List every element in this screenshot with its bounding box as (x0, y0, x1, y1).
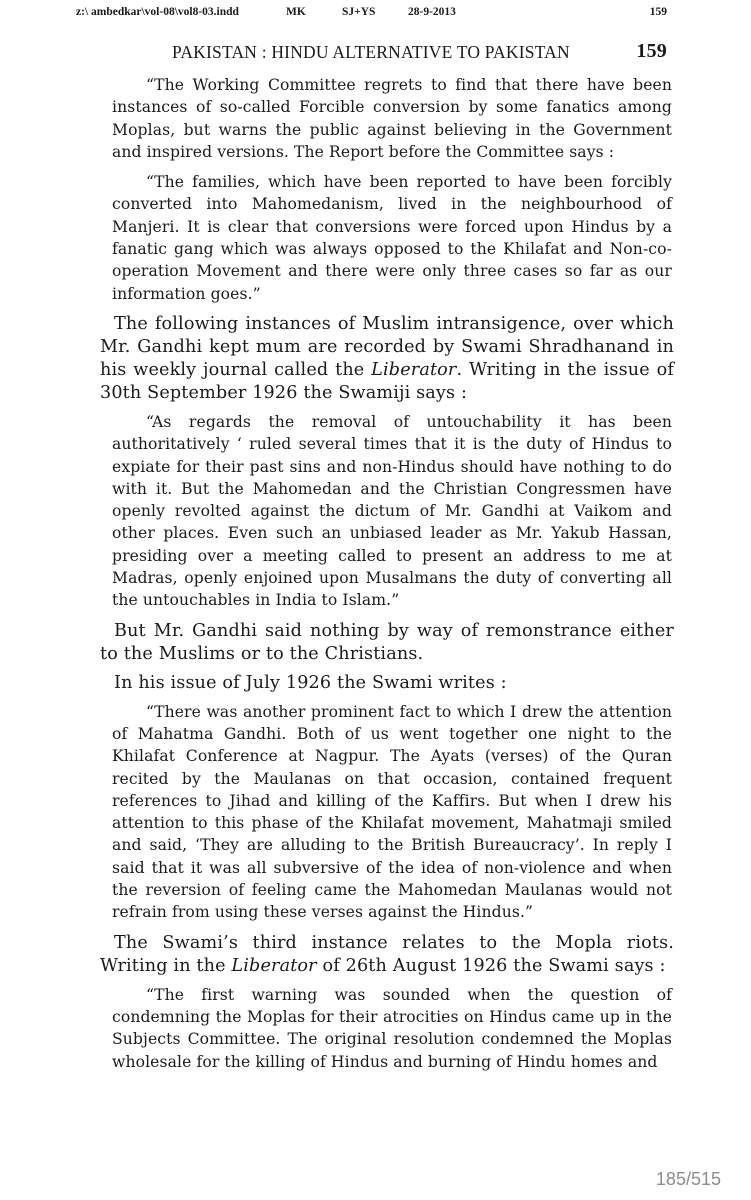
slug-editors: SJ+YS (342, 6, 376, 18)
italic-title: Liberator (231, 955, 317, 976)
block-quote-nagpur: “There was another prominent fact to which I drew the attention of Mahatma Gandhi. Both of us went together one night to the Khilafat Conference at Nagpur. The Ayats (verses) of the Quran recited by the Maulanas on that occasion, contained frequent references to Jihad and killing of the Kaffirs. But when I drew his attention to this phase of the Khilafat movement, Mahatmaji smiled and said, ‘They are alluding to the British Bureaucracy’. In reply I said that it was all subversive of the idea of non-violence and when the reversion of feeling came the Mahomedan Maulanas would not refrain from using these verses against the Hindus.” (112, 702, 672, 922)
text-run: The following instances of Muslim intransigence, over which Mr. Gandhi kept mum are recorded by Swami Shradhanand in his weekly journal called the (100, 313, 674, 380)
block-quote-working-committee: “The Working Committee regrets to find that there have been instances of so-called Forcible conversion by some fanatics among Moplas, but warns the public against believing in the Government and inspired versions. The Report before the Committee says : (112, 76, 672, 161)
page-body (100, 74, 674, 1081)
text-run: The Swami’s third instance relates to the Mopla riots. Writing in the (100, 932, 674, 976)
paragraph-gandhi-silence: But Mr. Gandhi said nothing by way of remonstrance either to the Muslims or to the Christians. (100, 620, 674, 664)
slug-initials: MK (286, 6, 306, 18)
paragraph-third-instance (100, 932, 674, 978)
slug-date: 28-9-2013 (408, 6, 456, 18)
paragraph-muslim-intransigence (100, 313, 674, 405)
block-quote-report: “The families, which have been reported to have been forcibly converted into Mahomedanism, lived in the neighbourhood of Manjeri. It is clear that conversions were forced upon Hindus by a fanatic gang which was always opposed to the Khilafat and Non-co-operation Movement and there were only three cases so far as our information goes.” (112, 173, 672, 303)
block-quote-first-warning: “The first warning was sounded when the question of condemning the Moplas for their atrocities on Hindus came up in the Subjects Committee. The original resolution condemned the Moplas wholesale for the killing of Hindus and burning of Hindu homes and (112, 985, 672, 1071)
printer-slug-line (76, 6, 667, 22)
text-run: . Writing in the issue of 30th September 1926 the Swamiji says : (100, 359, 674, 403)
running-header-title: PAKISTAN : HINDU ALTERNATIVE TO PAKISTAN (172, 42, 570, 62)
page-number: 159 (636, 40, 667, 62)
block-quote-untouchability: “As regards the removal of untouchability it has been authoritatively ‘ ruled several times that it is the duty of Hindus to expiate for their past sins and non-Hindus should have nothing to do with it. But the Mahomedan and the Christian Congressmen have openly revolted against the dictum of Mr. Gandhi at Vaikom and other places. Even such an unbiased leader as Mr. Yakub Hassan, presiding over a meeting called to present an address to me at Madras, openly enjoined upon Musalmans the duty of converting all the untouchables in India to Islam.” (112, 412, 672, 610)
slug-page: 159 (649, 6, 667, 18)
page-counter: 185/515 (655, 1169, 721, 1189)
running-header (172, 40, 667, 64)
paragraph-july-issue: In his issue of July 1926 the Swami writes : (114, 672, 507, 693)
italic-title: Liberator (371, 359, 457, 380)
slug-file-path: z:\ ambedkar\vol-08\vol8-03.indd (76, 6, 239, 18)
text-run: of 26th August 1926 the Swami says : (316, 955, 666, 976)
